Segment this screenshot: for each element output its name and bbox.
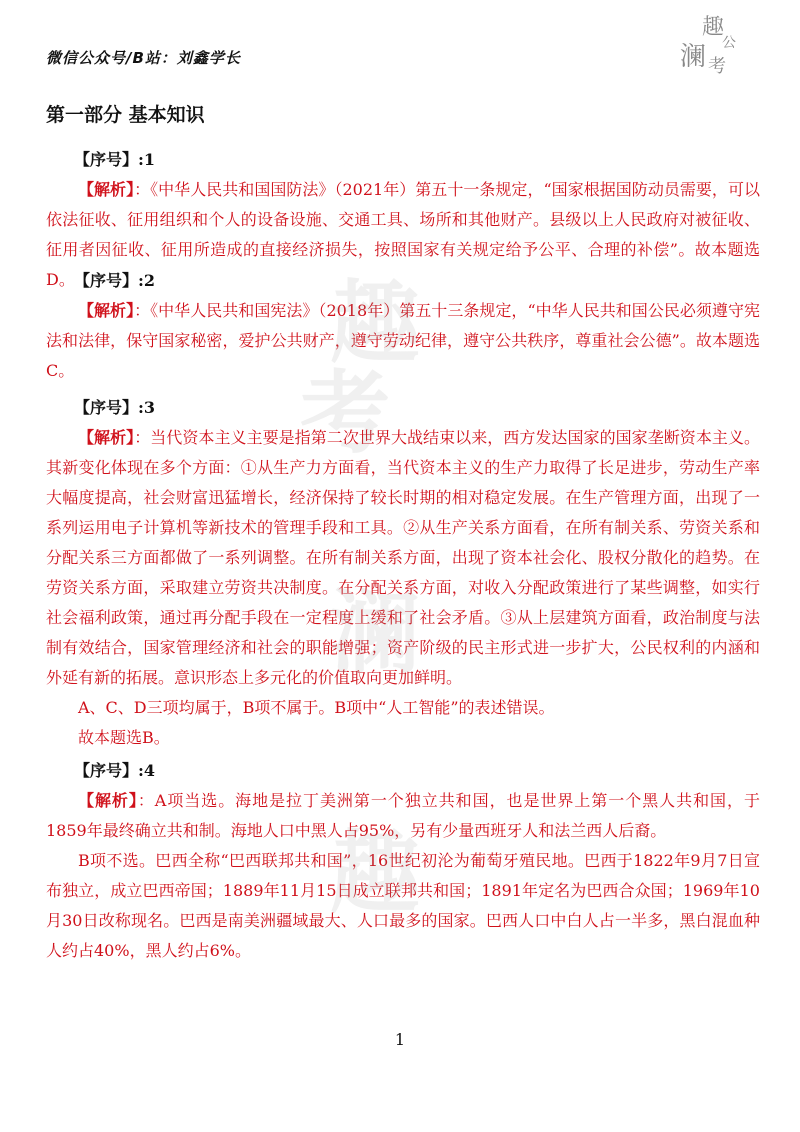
entry-number-label: 【序号】:3 — [74, 398, 156, 417]
entry-number-label: 【序号】:4 — [74, 761, 156, 780]
watermark-logo: 趣 — [330, 270, 420, 376]
analysis-tag: 【解析】 — [78, 301, 135, 320]
analysis-tag: 【解析】 — [78, 791, 138, 810]
analysis-text: 故本题选B。 — [78, 728, 170, 747]
page-number: 1 — [394, 1030, 406, 1049]
analysis-text: A、C、D三项均属于，B项不属于。B项中“人工智能”的表述错误。 — [78, 698, 555, 717]
analysis-paragraph — [46, 723, 760, 753]
answer-entry — [46, 756, 760, 966]
analysis-paragraph — [46, 846, 760, 966]
watermark-logo: 澜 — [330, 580, 420, 686]
watermark-logo: 考 — [300, 360, 390, 466]
logo-char: 趣 — [702, 15, 725, 40]
section-title: 第一部分 基本知识 — [46, 104, 205, 126]
analysis-text: ：当代资本主义主要是指第二次世界大战结束以来，西方发达国家的国家垄断资本主义。其新变化体现在多个方面：①从生产力方面看，当代资本主义的生产力取得了长足进步，劳动生产率大幅度提高，社会财富迅猛增长，经济保持了较长时期的相对稳定发展。在生产管理方面，出现了一系列运用电子计算机等新技术的管理手段和工具。②从生产关系方面看，在所有制关系、劳资关系和分配关系三方面都做了一系列调整。在所有制关系方面，出现了资本社会化、股权分散化的趋势。在劳资关系方面，采取建立劳资共决制度。在分配关系方面，对收入分配政策进行了某些调整，如实行社会福利政策，通过再分配手段在一定程度上缓和了社会矛盾。③从上层建筑方面看，政治制度与法制有效结合，国家管理经济和社会的职能增强；资产阶级的民主形式进一步扩大，公民权利的内涵和外延有新的拓展。意识形态上多元化的价值取向更加鲜明。 — [46, 428, 760, 687]
logo-char: 澜 — [680, 42, 707, 72]
analysis-paragraph — [46, 693, 760, 723]
analysis-text: ：《中华人民共和国宪法》（2018年）第五十三条规定，“中华人民共和国公民必须遵守宪法和法律，保守国家秘密，爱护公共财产，遵守劳动纪律，遵守公共秩序，尊重社会公德”。故本题选C。 — [46, 301, 760, 380]
answer-entry — [46, 393, 760, 753]
watermark-logo: 趣 — [330, 820, 420, 926]
entry-number-label: 【序号】:2 — [74, 271, 156, 290]
answer-entry — [46, 266, 760, 386]
logo-char: 考 — [708, 56, 726, 77]
analysis-text: ：《中华人民共和国国防法》（2021年）第五十一条规定，“国家根据国防动员需要，可以依法征收、征用组织和个人的设备设施、交通工具、场所和其他财产。县级以上人民政府对被征收、征用者因征收、征用所造成的直接经济损失，按照国家有关规定给予公平、合理的补偿”。故本题选D。 — [46, 180, 760, 289]
analysis-paragraph — [46, 423, 760, 693]
analysis-tag: 【解析】 — [78, 428, 135, 447]
analysis-paragraph — [46, 786, 760, 846]
publisher-logo — [676, 8, 748, 80]
header-channel-text: 微信公众号/B站：刘鑫学长 — [46, 49, 241, 67]
analysis-tag: 【解析】 — [78, 180, 135, 199]
entry-number-label: 【序号】:1 — [74, 150, 156, 169]
analysis-text: ：A项当选。海地是拉丁美洲第一个独立共和国，也是世界上第一个黑人共和国，于1859年最终确立共和制。海地人口中黑人占95%，另有少量西班牙人和法兰西人后裔。 — [46, 791, 760, 840]
analysis-text: B项不选。巴西全称“巴西联邦共和国”，16世纪初沦为葡萄牙殖民地。巴西于1822年9月7日宣布独立，成立巴西帝国；1889年11月15日成立联邦共和国；1891年定名为巴西合众国；1969年10月30日改称现名。巴西是南美洲疆域最大、人口最多的国家。巴西人口中白人占一半多，黑白混血种人约占40%，黑人约占6%。 — [46, 851, 760, 960]
analysis-paragraph — [46, 296, 760, 386]
logo-char: 公 — [722, 35, 736, 51]
